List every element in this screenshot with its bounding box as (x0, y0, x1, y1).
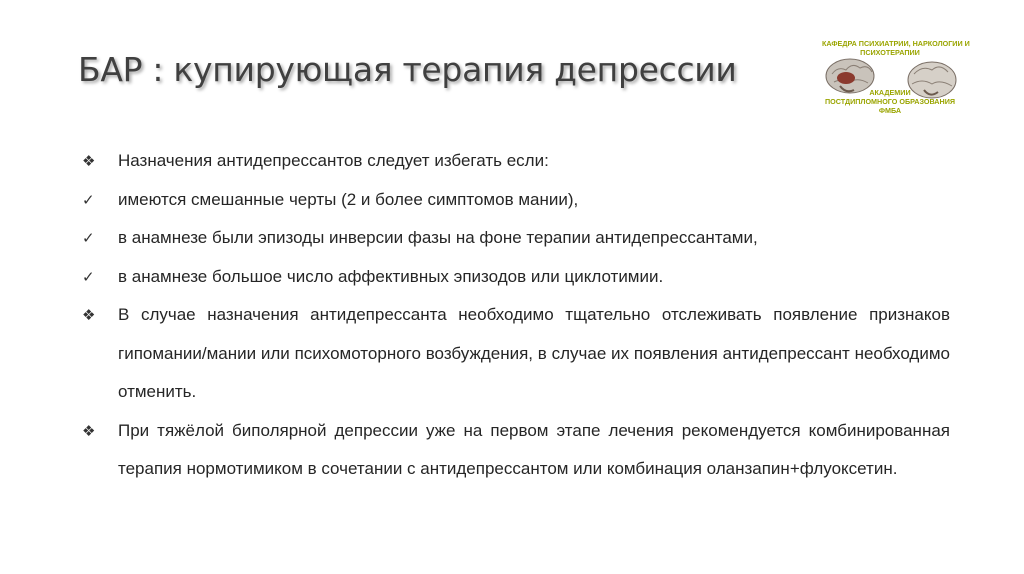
bullet-list (82, 142, 950, 489)
checkmark-bullet-icon: ✓ (82, 229, 95, 247)
checkmark-bullet-icon: ✓ (82, 267, 95, 286)
logo-text-line: ПСИХОТЕРАПИИ (860, 48, 920, 57)
logo-text-line: ФМБА (878, 106, 902, 115)
list-item-text: При тяжёлой биполярной депрессии уже на первом этапе лечения рекомендуется комбинированная терапия нормотимиком в сочетании с антидепрессантом или комбинация оланзапин+флуоксетин. (118, 420, 950, 478)
logo-text-line: АКАДЕМИИ (869, 88, 911, 97)
list-item (82, 296, 950, 412)
list-item-text: в анамнезе большое число аффективных эпизодов или циклотимии. (118, 266, 664, 286)
list-item (82, 142, 950, 181)
department-logo (820, 34, 970, 126)
list-item (82, 181, 950, 220)
diamond-bullet-icon: ❖ (82, 306, 96, 324)
list-item-text: В случае назначения антидепрессанта необходимо тщательно отслеживать появление признаков гипомании/мании или психомоторного возбуждения, в случае их появления антидепрессант необходимо отменить. (118, 305, 950, 401)
diamond-bullet-icon: ❖ (82, 152, 96, 170)
slide-title: БАР : купирующая терапия депрессии (78, 50, 737, 89)
list-item-text: имеются смешанные черты (2 и более симптомов мании), (118, 189, 579, 209)
list-item-text: в анамнезе были эпизоды инверсии фазы на фоне терапии антидепрессантами, (118, 228, 758, 247)
list-item-text: Назначения антидепрессантов следует избегать если: (118, 151, 549, 170)
logo-text-line: ПОСТДИПЛОМНОГО ОБРАЗОВАНИЯ (824, 97, 956, 106)
list-item (82, 258, 950, 297)
diamond-bullet-icon: ❖ (82, 421, 96, 440)
list-item (82, 219, 950, 258)
list-item (82, 412, 950, 489)
logo-text-line: КАФЕДРА ПСИХИАТРИИ, НАРКОЛОГИИ И (822, 39, 970, 48)
checkmark-bullet-icon: ✓ (82, 190, 95, 209)
